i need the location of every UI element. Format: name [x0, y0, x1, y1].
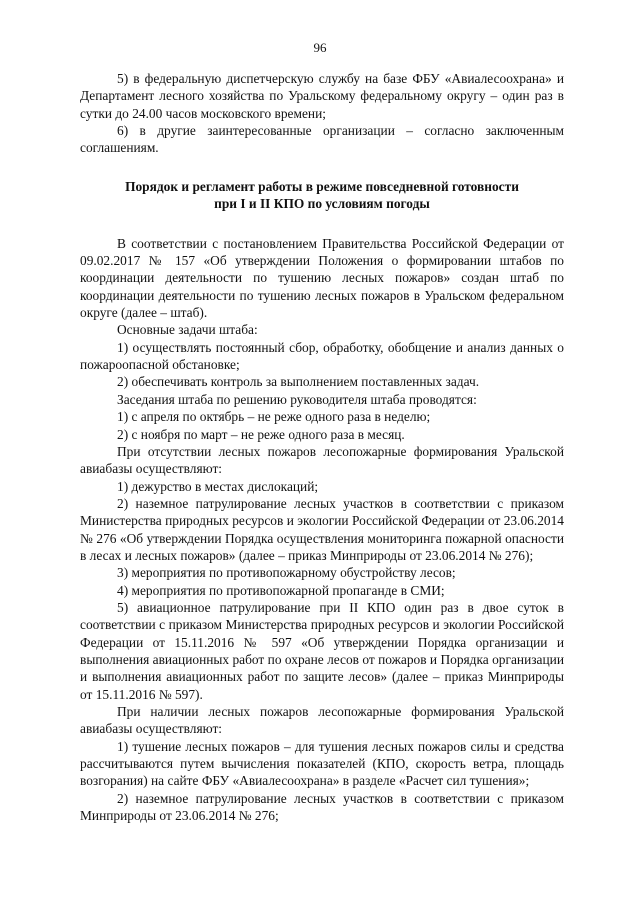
paragraph-task-1: 1) осуществлять постоянный сбор, обработку, обобщение и анализ данных о пожароопасной обстановке;: [80, 339, 564, 373]
paragraph-no-fires-5: 5) авиационное патрулирование при II КПО один раз в двое суток в соответствии с приказом Министерства природных ресурсов и экологии Российской Федерации от 15.11.2016 № 597 «Об утверждении Порядка организации и выполнения авиационных работ по охране лесов от пожаров и Порядка организации и выполнения авиационных работ по защите лесов» (далее – приказ Минприроды от 15.11.2016 № 597).: [80, 599, 564, 702]
paragraph-meetings-2: 2) с ноября по март – не реже одного раза в месяц.: [117, 426, 405, 442]
page-number: 96: [313, 40, 327, 55]
document-body: [80, 70, 564, 824]
paragraph-meetings-title: Заседания штаба по решению руководителя штаба проводятся:: [117, 391, 477, 407]
section-heading: [80, 178, 564, 213]
paragraph-intro: В соответствии с постановлением Правительства Российской Федерации от 09.02.2017 № 157 «Об утверждении Положения о формировании штабов по координации деятельности по тушению лесных пожаров» создан штаб по координации деятельности по тушению лесных пожаров в Уральском федеральном округе (далее – штаб).: [80, 235, 564, 321]
paragraph-no-fires-title: При отсутствии лесных пожаров лесопожарные формирования Уральской авиабазы осуществляют:: [80, 443, 564, 477]
paragraph-task-2: 2) обеспечивать контроль за выполнением поставленных задач.: [117, 374, 480, 390]
paragraph-no-fires-4: 4) мероприятия по противопожарной пропаганде в СМИ;: [117, 582, 445, 598]
paragraph-no-fires-2: 2) наземное патрулирование лесных участков в соответствии с приказом Министерства природных ресурсов и экологии Российской Федерации от 23.06.2014 № 276 «Об утверждении Порядка осуществления мониторинга пожарной опасности в лесах и лесных пожаров» (далее – приказ Минприроды от 23.06.2014 № 276);: [80, 495, 564, 563]
paragraph-no-fires-3: 3) мероприятия по противопожарному обустройству лесов;: [117, 565, 456, 581]
paragraph-fires-2: 2) наземное патрулирование лесных участков в соответствии с приказом Минприроды от 23.06.2014 № 276;: [80, 790, 564, 824]
paragraph-no-fires-1: 1) дежурство в местах дислокаций;: [117, 478, 319, 494]
paragraph-item-5: 5) в федеральную диспетчерскую службу на базе ФБУ «Авиалесоохрана» и Департамент лесного хозяйства по Уральскому федеральному округу – один раз в сутки до 24.00 часов московского времени;: [80, 71, 564, 121]
paragraph-fires-1: 1) тушение лесных пожаров – для тушения лесных пожаров силы и средства рассчитываются путем вычисления показателей (КПО, скорость ветра, площадь возгорания) на сайте ФБУ «Авиалесоохрана» в разделе «Расчет сил тушения»;: [80, 738, 564, 789]
paragraph-fires-title: При наличии лесных пожаров лесопожарные формирования Уральской авиабазы осуществляют:: [80, 704, 564, 737]
paragraph-item-6: 6) в другие заинтересованные организации – согласно заключенным соглашениям.: [80, 123, 564, 156]
section-heading-line-1: Порядок и регламент работы в режиме повседневной готовности: [125, 178, 519, 194]
paragraph-tasks-title: Основные задачи штаба:: [117, 322, 258, 338]
section-heading-line-2: при I и II КПО по условиям погоды: [214, 196, 430, 212]
paragraph-meetings-1: 1) с апреля по октябрь – не реже одного раза в неделю;: [117, 409, 431, 425]
